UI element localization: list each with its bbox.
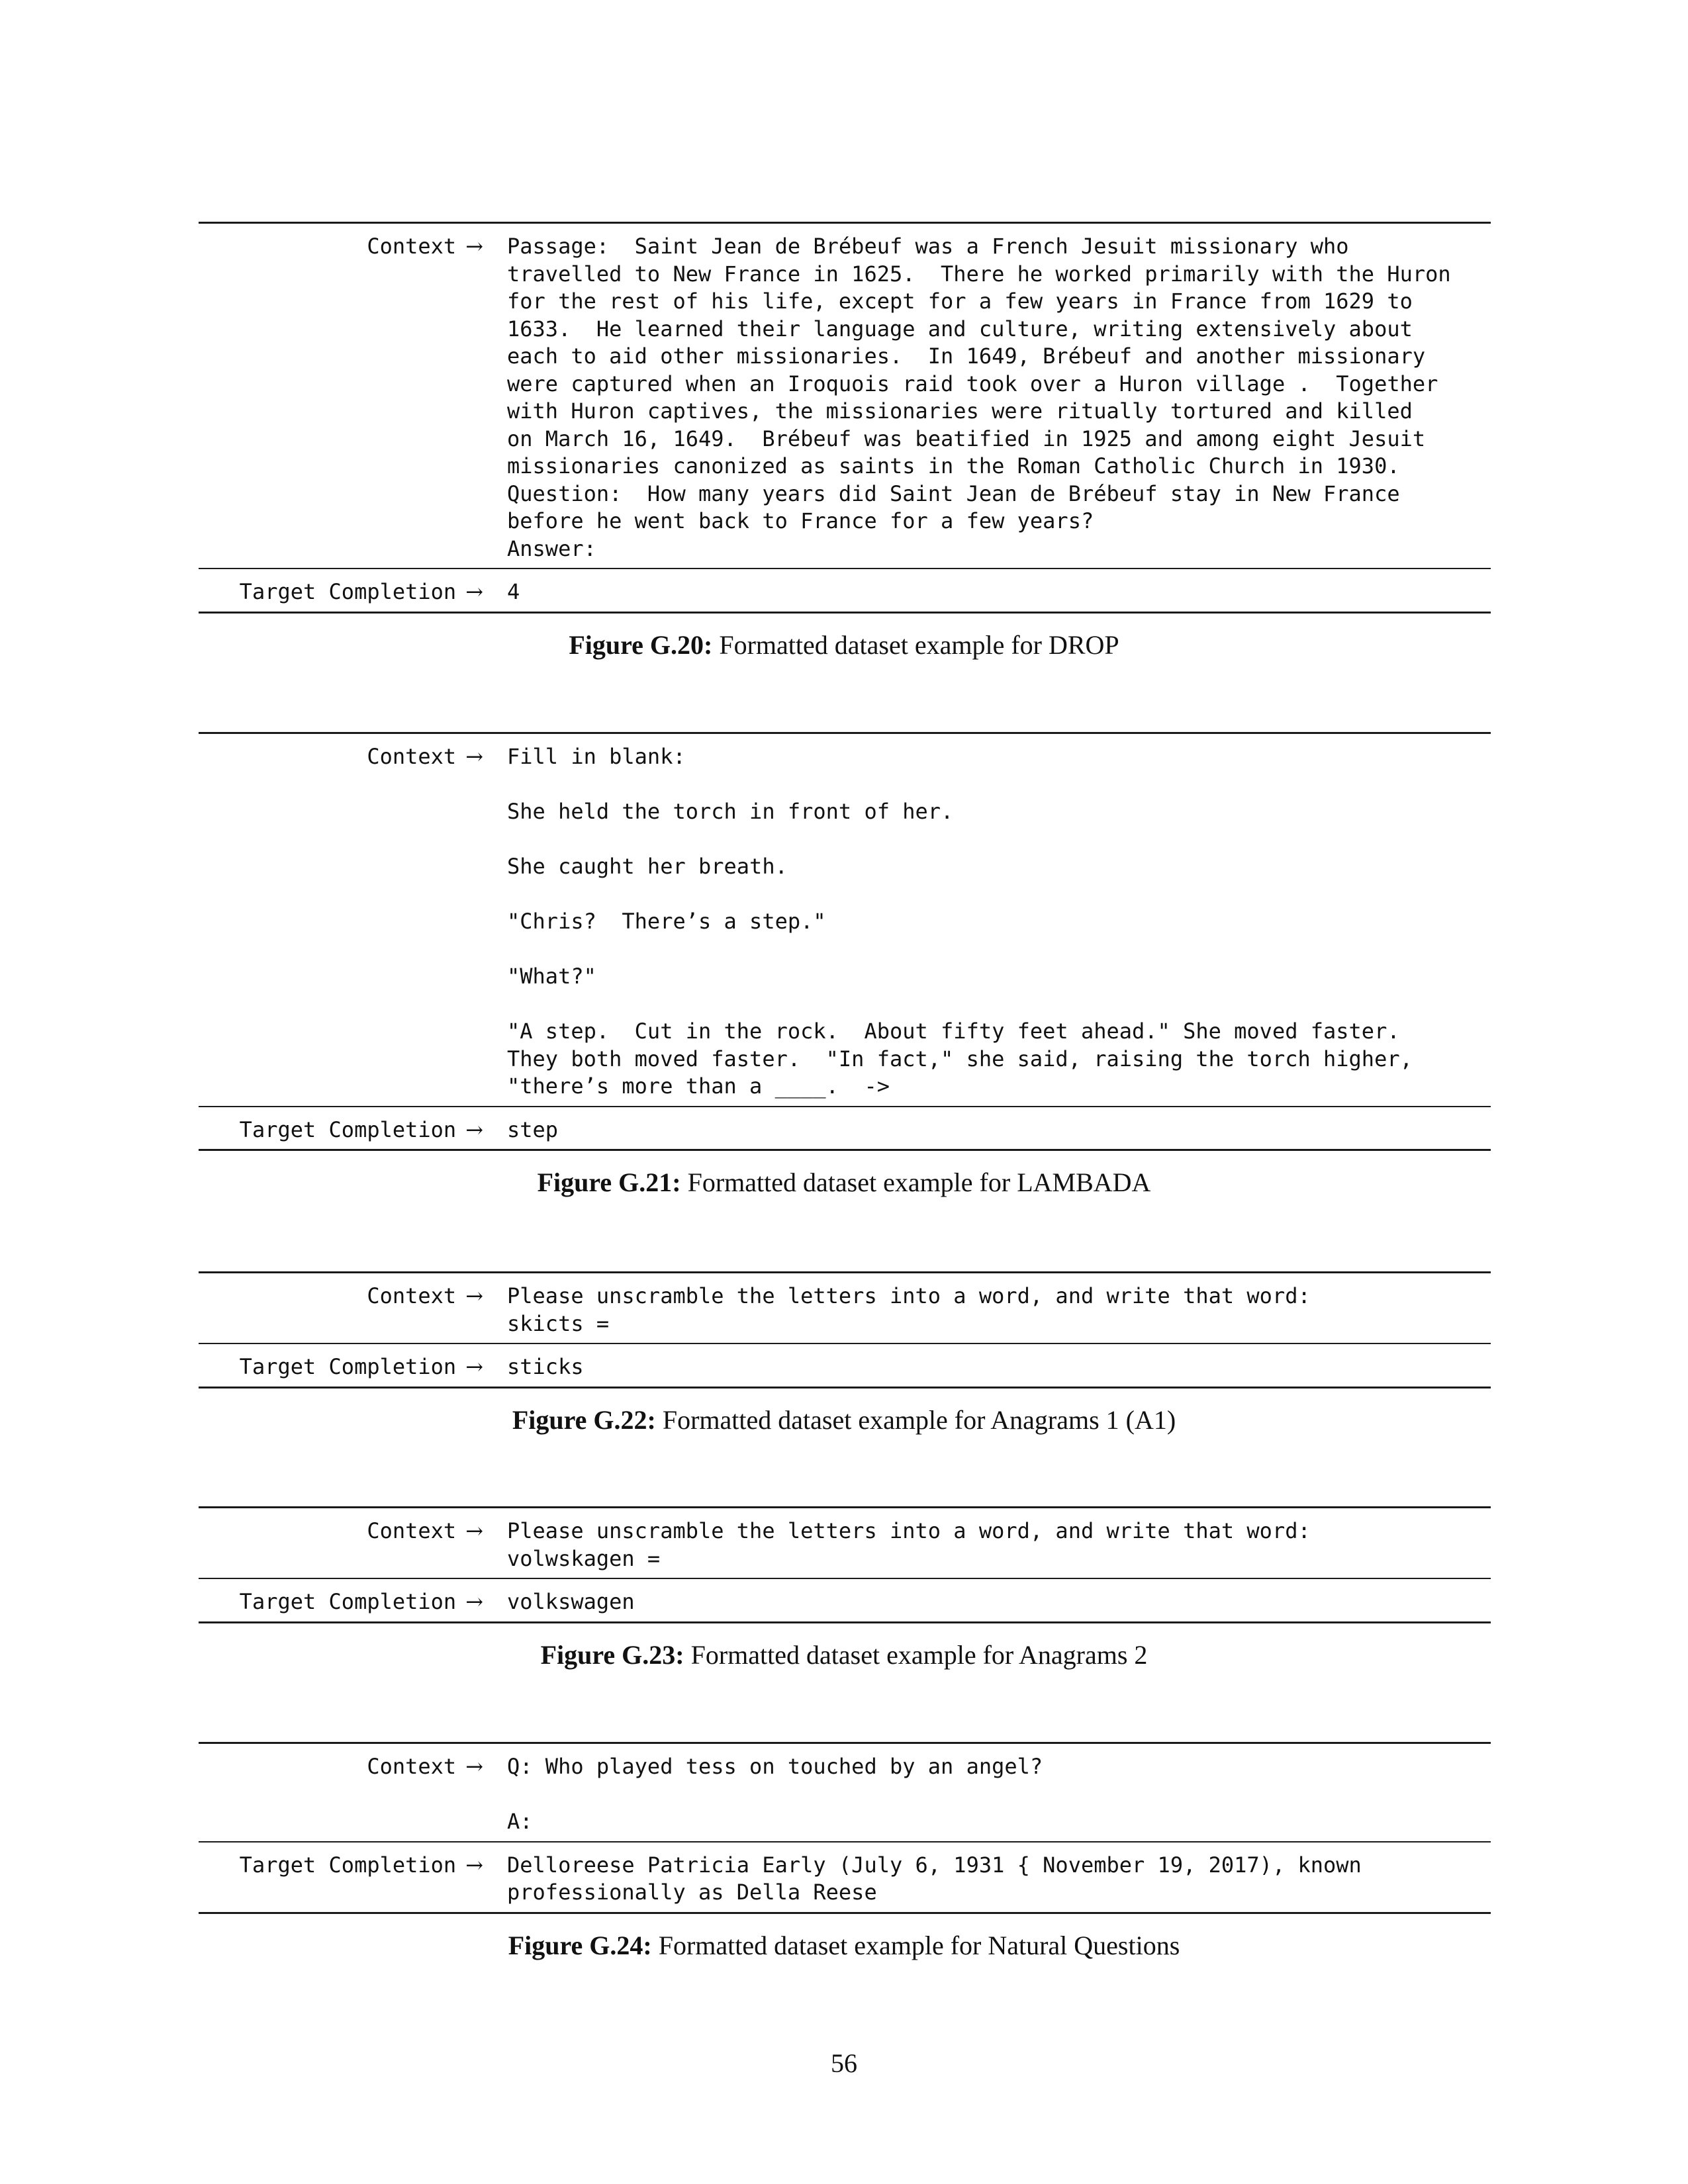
- figure-lambada: [0, 732, 1688, 1198]
- caption-text: Formatted dataset example for LAMBADA: [687, 1167, 1151, 1197]
- target-row: [199, 1107, 1491, 1150]
- figure-caption: [0, 629, 1688, 660]
- arrow-icon: →: [465, 1116, 483, 1142]
- context-label: Context →: [367, 1754, 483, 1779]
- target-row: [199, 1344, 1491, 1387]
- example-table: [199, 1506, 1491, 1623]
- context-text: Fill in blank: She held the torch in front of her. She caught her breath. "Chris? There’s a step." "What?" "A step. Cut in the rock. About fifty feet ahead." She moved faster. They both moved faster. "In fact," she said, raising the torch higher, "there’s more than a ____. ->: [507, 744, 1413, 1099]
- target-text: sticks: [507, 1354, 584, 1379]
- caption-label: Figure G.24:: [508, 1930, 652, 1960]
- target-label: Target Completion →: [239, 1354, 483, 1379]
- target-text: step: [507, 1116, 559, 1142]
- arrow-icon: →: [465, 234, 483, 259]
- arrow-icon: →: [465, 579, 483, 604]
- arrow-icon: →: [465, 1589, 483, 1614]
- figure-natural-questions: [0, 1742, 1688, 1961]
- context-row: [199, 1508, 1491, 1578]
- target-row: [199, 569, 1491, 612]
- target-label: Target Completion →: [239, 1852, 483, 1878]
- caption-text: Formatted dataset example for Anagrams 2: [690, 1639, 1148, 1670]
- target-row: [199, 1579, 1491, 1621]
- figure-anagrams-2: [0, 1506, 1688, 1670]
- figure-drop: [0, 222, 1688, 660]
- target-row: [199, 1843, 1491, 1912]
- target-label: Target Completion →: [239, 579, 483, 604]
- target-label: Target Completion →: [239, 1116, 483, 1142]
- target-text: volkswagen: [507, 1589, 635, 1614]
- context-text: Q: Who played tess on touched by an angel? A:: [507, 1754, 1043, 1834]
- example-table: [199, 1742, 1491, 1914]
- context-row: [199, 1273, 1491, 1343]
- bottom-rule: [199, 1912, 1491, 1914]
- context-label: Context →: [367, 1518, 483, 1543]
- target-text: 4: [507, 579, 520, 604]
- context-label: Context →: [367, 1283, 483, 1308]
- caption-text: Formatted dataset example for Anagrams 1 (A1): [662, 1404, 1176, 1435]
- figure-anagrams-1: [0, 1271, 1688, 1435]
- caption-label: Figure G.23:: [540, 1639, 684, 1670]
- arrow-icon: →: [465, 744, 483, 769]
- bottom-rule: [199, 1621, 1491, 1623]
- figure-caption: [0, 1404, 1688, 1435]
- context-text: Passage: Saint Jean de Brébeuf was a French Jesuit missionary who travelled to New France in 1625. There he worked primarily with the Huron for the rest of his life, except for a few years in France from 1629 to 1633. He learned their language and culture, writing extensively about each to aid other missionaries. In 1649, Brébeuf and another missionary were captured when an Iroquois raid took over a Huron village . Together with Huron captives, the missionaries were ritually tortured and killed on March 16, 1649. Brébeuf was beatified in 1925 and among eight Jesuit missionaries canonized as saints in the Roman Catholic Church in 1930. Question: How many years did Saint Jean de Brébeuf stay in New France before he went back to France for a few years? Answer:: [507, 234, 1451, 561]
- caption-label: Figure G.21:: [537, 1167, 681, 1197]
- context-row: [199, 224, 1491, 568]
- arrow-icon: →: [465, 1852, 483, 1878]
- bottom-rule: [199, 612, 1491, 614]
- arrow-icon: →: [465, 1518, 483, 1543]
- bottom-rule: [199, 1387, 1491, 1388]
- arrow-icon: →: [465, 1283, 483, 1308]
- target-text: Delloreese Patricia Early (July 6, 1931 { November 19, 2017), known professionally as Della Reese: [507, 1852, 1362, 1905]
- example-table: [199, 222, 1491, 614]
- example-table: [199, 732, 1491, 1151]
- arrow-icon: →: [465, 1354, 483, 1379]
- arrow-icon: →: [465, 1754, 483, 1779]
- figure-caption: [0, 1639, 1688, 1670]
- figure-caption: [0, 1930, 1688, 1961]
- context-row: [199, 1744, 1491, 1841]
- context-text: Please unscramble the letters into a word, and write that word: skicts =: [507, 1283, 1311, 1336]
- caption-text: Formatted dataset example for DROP: [719, 629, 1119, 660]
- context-text: Please unscramble the letters into a word, and write that word: volwskagen =: [507, 1518, 1311, 1571]
- caption-text: Formatted dataset example for Natural Questions: [658, 1930, 1180, 1960]
- caption-label: Figure G.22:: [512, 1404, 656, 1435]
- figure-caption: [0, 1167, 1688, 1198]
- context-row: [199, 734, 1491, 1106]
- page-number: 56: [831, 2048, 857, 2078]
- bottom-rule: [199, 1149, 1491, 1151]
- example-table: [199, 1271, 1491, 1388]
- caption-label: Figure G.20:: [569, 629, 713, 660]
- target-label: Target Completion →: [239, 1589, 483, 1614]
- context-label: Context →: [367, 234, 483, 259]
- context-label: Context →: [367, 744, 483, 769]
